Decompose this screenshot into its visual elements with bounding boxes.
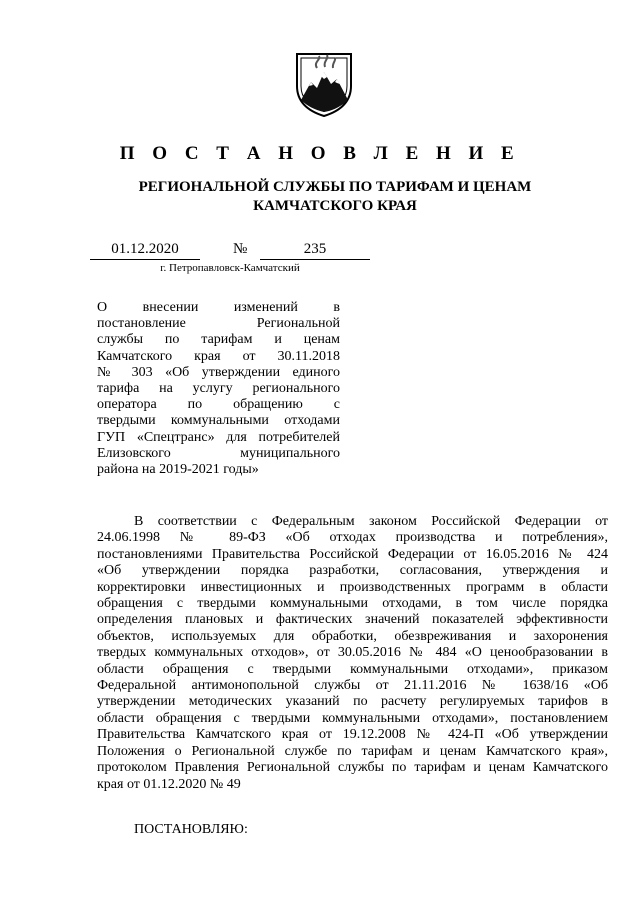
subject-line: О внесении изменений в: [97, 300, 340, 315]
body-line: Правительства Камчатского края от 19.12.2008 № 424-П «Об утверждении: [97, 727, 608, 743]
preamble-paragraph: [97, 514, 608, 793]
date-underline: [90, 259, 200, 260]
subject-line: Елизовского муниципального: [97, 445, 340, 461]
body-line: корректировки инвестиционных и производственных программ в области: [97, 579, 608, 595]
body-line: твердых коммунальных отходов», от 30.05.2016 № 484 «О ценообразовании в: [97, 645, 608, 661]
subject-line: ГУП «Спецтранс» для потребителей: [97, 429, 340, 445]
body-line: В соответствии с Федеральным законом Российской Федерации от: [134, 514, 608, 529]
authority-line-1: РЕГИОНАЛЬНОЙ СЛУЖБЫ ПО ТАРИФАМ И ЦЕНАМ: [138, 179, 532, 195]
subject-line: постановление Региональной: [97, 316, 340, 332]
body-line: протоколом Правления Региональной службы по тарифам и ценам Камчатского: [97, 760, 608, 776]
body-line: Положения о Региональной службе по тарифам и ценам Камчатского края»,: [97, 743, 608, 759]
document-type-title: П О С Т А Н О В Л Е Н И Е: [119, 143, 521, 164]
body-line: 24.06.1998 № 89-ФЗ «Об отходах производства и потребления»,: [97, 530, 608, 546]
subject-line: тарифа на услугу регионального: [97, 381, 340, 397]
subject-line: района на 2019-2021 годы»: [97, 462, 259, 478]
body-line: утверждении методических указаний по расчету регулируемых тарифов в: [97, 694, 608, 710]
body-line: обращения с твердыми коммунальными отходами, в том числе порядка: [97, 596, 608, 612]
subject-line: № 303 «Об утверждении единого: [97, 364, 340, 380]
body-line: постановлениями Правительства Российской Федерации от 16.05.2016 № 424: [97, 546, 608, 562]
body-line: края от 01.12.2020 № 49: [97, 776, 241, 792]
document-date: 01.12.2020: [111, 241, 179, 257]
authority-line-2: КАМЧАТСКОГО КРАЯ: [253, 198, 417, 214]
body-line: «Об утверждении порядка разработки, согласования, утверждения и: [97, 563, 608, 579]
document-number: 235: [303, 241, 327, 257]
number-sign: №: [233, 241, 248, 257]
resolve-heading: ПОСТАНОВЛЯЮ:: [134, 822, 248, 837]
number-underline: [260, 259, 370, 260]
document-subject: [97, 300, 340, 478]
issuing-authority: [100, 178, 570, 216]
body-line: области обращения с твердыми коммунальными отходами», приказом: [97, 661, 608, 677]
body-line: определения плановых и фактических значений показателей эффективности: [97, 612, 608, 628]
issue-city: г. Петропавловск-Камчатский: [160, 262, 300, 274]
body-line: объектов, используемых для обработки, обезвреживания и захоронения: [97, 628, 608, 644]
body-line: Федеральной антимонопольной службы от 21.11.2016 № 1638/16 «Об: [97, 678, 608, 694]
body-line: области обращения с твердыми коммунальными отходами», постановлением: [97, 710, 608, 726]
subject-line: оператора по обращению с: [97, 397, 340, 413]
subject-line: службы по тарифам и ценам: [97, 332, 340, 348]
subject-line: Камчатского края от 30.11.2018: [97, 348, 340, 364]
subject-line: твердыми коммунальными отходами: [97, 413, 340, 429]
coat-of-arms-icon: [295, 52, 353, 118]
